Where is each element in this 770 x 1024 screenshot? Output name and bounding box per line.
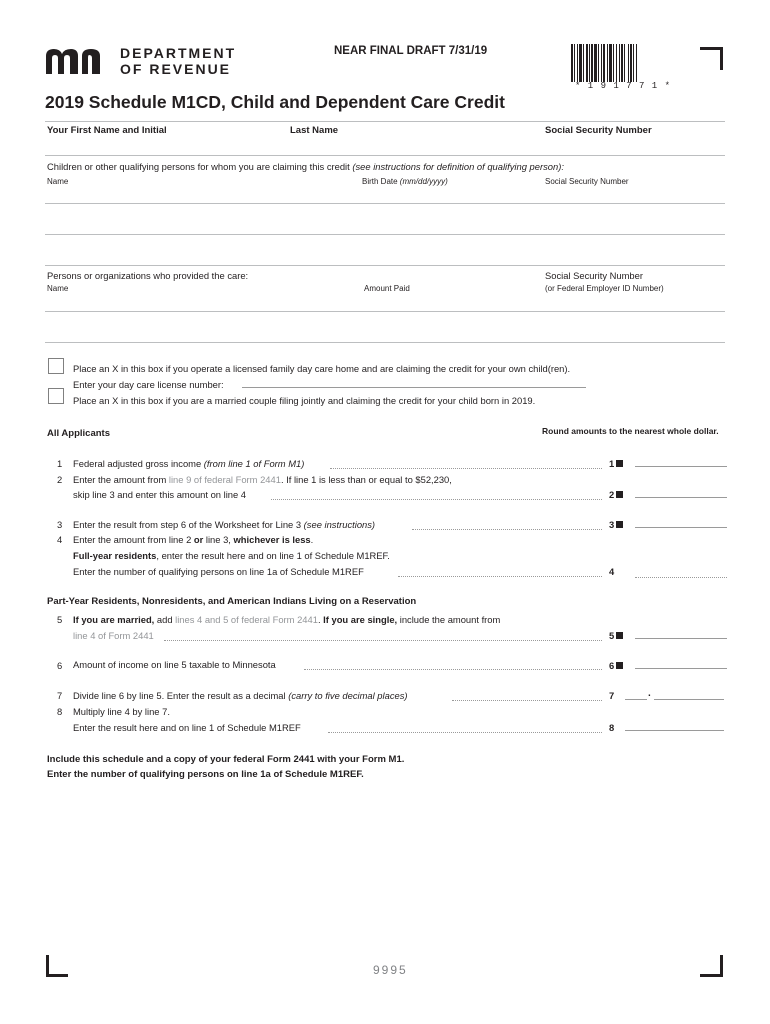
line-2-ref: 2 [609, 489, 623, 500]
line-2-text-b: skip line 3 and enter this amount on line 4 [73, 489, 247, 500]
children-col-birth: Birth Date (mm/dd/yyyy) [362, 177, 448, 186]
line-1-ref: 1 [609, 458, 623, 469]
providers-row-2[interactable] [45, 342, 725, 343]
line-8-number: 8 [57, 706, 63, 717]
line-2-number: 2 [57, 474, 63, 485]
line-1-marker-icon [616, 460, 623, 467]
footer-note-2: Enter the number of qualifying persons on line 1a of Schedule M1REF. [47, 769, 364, 780]
barcode-bar [616, 44, 617, 82]
line-3-amount[interactable] [635, 516, 727, 528]
ssn-label: Social Security Number [545, 125, 652, 136]
line-5-ref: 5 [609, 630, 623, 641]
children-row-3[interactable] [45, 265, 725, 266]
line-4-leader [398, 576, 602, 577]
providers-col-ein: (or Federal Employer ID Number) [545, 284, 664, 293]
barcode-bar [586, 44, 588, 82]
barcode-bar [601, 44, 602, 82]
mn-logo-mark [44, 46, 118, 76]
department-logo [44, 44, 244, 80]
providers-row-1[interactable] [45, 311, 725, 312]
line-1-number: 1 [57, 458, 63, 469]
barcode-bar [574, 44, 575, 82]
line-2-text-a: Enter the amount from line 9 of federal Form 2441. If line 1 is less than or equal to $52,230, [73, 474, 452, 485]
line-3-text: Enter the result from step 6 of the Worksheet for Line 3 (see instructions) [73, 519, 376, 530]
line-6-leader [304, 669, 602, 670]
dept-name-line2: OF REVENUE [120, 61, 232, 77]
page-code: 9995 [373, 963, 408, 977]
line-4-text-a: Enter the amount from line 2 or line 3, whichever is less. [73, 534, 314, 545]
barcode-bar [594, 44, 597, 82]
line-8-text-a: Multiply line 4 by line 7. [73, 706, 170, 717]
line-5-amount[interactable] [635, 627, 727, 639]
line-7-text: Divide line 6 by line 5. Enter the result as a decimal (carry to five decimal places) [73, 690, 408, 701]
line-1-amount[interactable] [635, 455, 727, 467]
barcode-bar [589, 44, 590, 82]
line-3-ref: 3 [609, 519, 623, 530]
children-intro: Children or other qualifying persons for whom you are claiming this credit (see instructions for definition of qualifying person): [47, 161, 564, 172]
line-4-amount[interactable] [635, 577, 727, 578]
line-8-ref: 8 [609, 722, 615, 733]
line-2-leader [271, 499, 602, 500]
crop-mark-bottom-left [46, 955, 68, 977]
barcode-text: * 1 9 1 7 7 1 * [575, 81, 672, 91]
line-1-leader [330, 468, 602, 469]
married-newborn-checkbox[interactable] [48, 388, 64, 404]
first-name-label: Your First Name and Initial [47, 125, 167, 136]
line-5-marker-icon [616, 632, 623, 639]
line-1-text: Federal adjusted gross income (from line 1 of Form M1) [73, 458, 305, 469]
taxpayer-field-line[interactable] [45, 155, 725, 156]
line-8-amount[interactable] [625, 719, 724, 731]
crop-mark-top-right [700, 47, 723, 70]
barcode-bar [636, 44, 637, 82]
line-6-ref: 6 [609, 660, 623, 671]
barcode-bar [607, 44, 608, 82]
line-2-amount[interactable] [635, 486, 727, 498]
line-2-marker-icon [616, 491, 623, 498]
barcode-bar [571, 44, 573, 82]
line-6-number: 6 [57, 660, 63, 671]
barcode-bar [630, 44, 632, 82]
crop-mark-bottom-right [700, 955, 723, 977]
licensed-daycare-text: Place an X in this box if you operate a licensed family day care home and are claiming the credit for your own child(ren). [73, 363, 571, 374]
providers-col-ssn: Social Security Number [545, 270, 643, 281]
line-6-amount[interactable] [635, 657, 727, 669]
form-title: 2019 Schedule M1CD, Child and Dependent Care Credit [45, 92, 505, 112]
barcode-bar [624, 44, 625, 82]
barcode-bar [591, 44, 593, 82]
children-row-1[interactable] [45, 203, 725, 204]
barcode-bar [577, 44, 578, 82]
barcode-bar [583, 44, 584, 82]
last-name-label: Last Name [290, 125, 339, 136]
line-7-amount-right[interactable] [654, 688, 724, 700]
barcode-bar [598, 44, 599, 82]
barcode-bar [613, 44, 614, 82]
children-col-name: Name [47, 177, 69, 186]
line-5-leader [164, 640, 602, 641]
license-number-input[interactable] [242, 376, 586, 388]
line-6-text: Amount of income on line 5 taxable to Minnesota [73, 659, 276, 670]
barcode [571, 44, 672, 91]
line-7-decimal-point: . [648, 688, 651, 699]
all-applicants-heading: All Applicants [47, 428, 110, 439]
barcode-bar [603, 44, 605, 82]
license-number-label: Enter your day care license number: [73, 379, 224, 390]
part-year-heading: Part-Year Residents, Nonresidents, and American Indians Living on a Reservation [47, 596, 417, 607]
licensed-daycare-checkbox[interactable] [48, 358, 64, 374]
footer-note-1: Include this schedule and a copy of your federal Form 2441 with your Form M1. [47, 754, 405, 765]
round-note: Round amounts to the nearest whole dollar. [542, 426, 719, 436]
draft-label: NEAR FINAL DRAFT 7/31/19 [334, 45, 488, 57]
barcode-bar [579, 44, 582, 82]
providers-col-amount: Amount Paid [364, 284, 410, 293]
line-4-ref: 4 [609, 566, 615, 577]
line-3-leader [412, 529, 602, 530]
line-7-leader [452, 700, 602, 701]
providers-intro: Persons or organizations who provided the care: [47, 270, 249, 281]
line-8-text-b: Enter the result here and on line 1 of Schedule M1REF [73, 722, 301, 733]
providers-col-name: Name [47, 284, 69, 293]
barcode-bar [633, 44, 634, 82]
line-7-amount-left[interactable] [625, 688, 647, 700]
children-row-2[interactable] [45, 234, 725, 235]
line-7-number: 7 [57, 690, 63, 701]
line-4-text-b: Full-year residents, enter the result here and on line 1 of Schedule M1REF. [73, 550, 390, 561]
barcode-bar [628, 44, 629, 82]
line-7-ref: 7 [609, 690, 615, 701]
barcode-bar [619, 44, 620, 82]
line-3-marker-icon [616, 521, 623, 528]
line-3-number: 3 [57, 519, 63, 530]
line-5-text-a: If you are married, add lines 4 and 5 of federal Form 2441. If you are single, include the amount from [73, 614, 501, 625]
line-4-number: 4 [57, 534, 63, 545]
children-col-ssn: Social Security Number [545, 177, 629, 186]
line-8-leader [328, 732, 602, 733]
barcode-bar [621, 44, 623, 82]
title-rule [45, 121, 725, 122]
line-6-marker-icon [616, 662, 623, 669]
line-5-text-b: line 4 of Form 2441 [73, 630, 154, 641]
dept-name-line1: DEPARTMENT [120, 45, 237, 61]
line-5-number: 5 [57, 614, 63, 625]
married-newborn-text: Place an X in this box if you are a married couple filing jointly and claiming the credit for your child born in 2019. [73, 395, 536, 406]
line-4-text-c: Enter the number of qualifying persons on line 1a of Schedule M1REF [73, 566, 364, 577]
barcode-bar [609, 44, 612, 82]
